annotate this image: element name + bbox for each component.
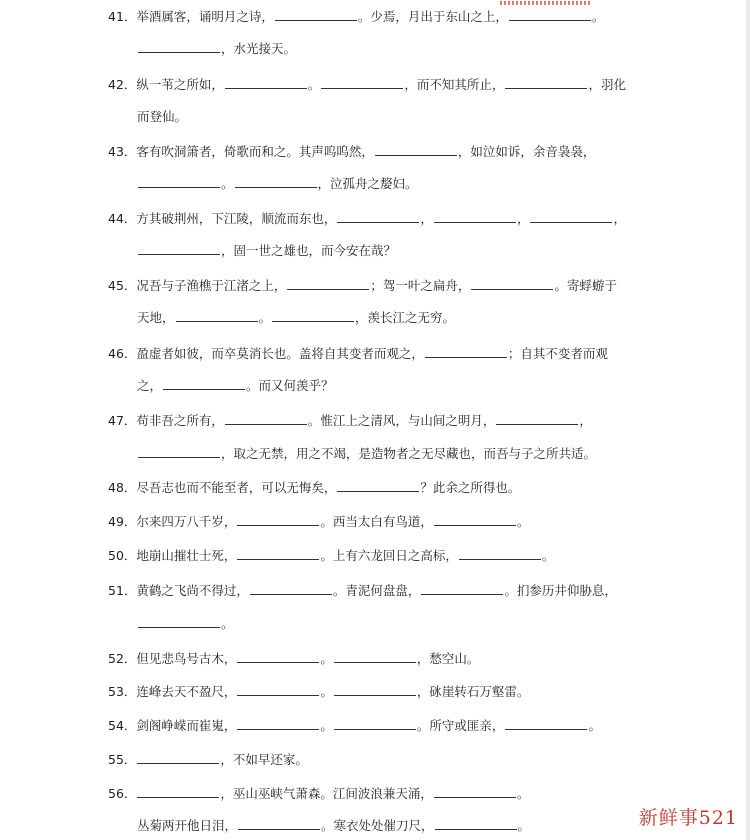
question-text: 。 [320, 651, 333, 666]
question-text: 55． [108, 752, 137, 767]
question-text: 46．盈虚者如彼，而卒莫消长也。盖将自其变者而观之， [108, 346, 424, 361]
question-line [137, 173, 418, 195]
answer-blank[interactable] [471, 276, 553, 290]
question-text: 53．连峰去天不盈尺， [108, 684, 237, 699]
question-text: ，巫山巫峡气萧森。江间波浪兼天涌， [220, 786, 433, 801]
watermark: 新鲜事521 [638, 807, 738, 829]
question-text: 56． [108, 786, 137, 801]
spellcheck-underline [500, 1, 590, 5]
question-line [108, 511, 529, 533]
answer-blank[interactable] [137, 784, 219, 798]
question-line [137, 375, 334, 397]
question-text: ，不如早还家。 [220, 752, 308, 767]
question-text: ，愁空山。 [416, 651, 480, 666]
question-line [108, 648, 479, 670]
question-line [108, 749, 308, 771]
question-text: 50．地崩山摧壮士死， [108, 548, 237, 563]
answer-blank[interactable] [375, 142, 457, 156]
answer-blank[interactable] [237, 512, 319, 526]
answer-blank[interactable] [505, 716, 587, 730]
question-text: ， [420, 211, 433, 226]
answer-blank[interactable] [496, 411, 578, 425]
question-text: ，而不知其所止， [404, 77, 505, 92]
question-text: 丛菊两开他日泪， [137, 818, 238, 833]
question-text: 。 [517, 818, 531, 833]
question-text: ；自其不变者而观 [507, 346, 608, 361]
question-line [108, 477, 520, 499]
question-text: 。寒衣处处催刀尺， [321, 818, 434, 833]
question-text: 43．客有吹洞箫者，倚歌而和之。其声呜呜然， [108, 144, 374, 159]
question-text: 54．剑阁峥嵘而崔嵬， [108, 718, 237, 733]
answer-blank[interactable] [334, 682, 416, 696]
question-text: 。上有六龙回日之高标， [320, 548, 458, 563]
question-line [108, 715, 601, 737]
answer-blank[interactable] [225, 75, 307, 89]
question-text: 48．尽吾志也而不能至者，可以无悔矣， [108, 480, 337, 495]
question-text: ，砯崖转石万壑雷。 [416, 684, 530, 699]
question-text: 41．举酒属客，诵明月之诗， [108, 9, 274, 24]
question-text: 。扪参历井仰胁息， [504, 583, 617, 598]
question-line [108, 343, 608, 365]
question-text: 。西当太白有鸟道， [320, 514, 433, 529]
question-line [108, 74, 626, 96]
answer-blank[interactable] [434, 784, 516, 798]
answer-blank[interactable] [509, 7, 591, 21]
question-line [137, 613, 234, 635]
question-text: 。 [258, 310, 272, 325]
question-text: ，取之无禁，用之不竭，是造物者之无尽藏也，而吾与子之所共适。 [221, 446, 597, 461]
question-line [108, 141, 595, 163]
question-line [137, 815, 530, 837]
answer-blank[interactable] [434, 512, 516, 526]
question-line [108, 681, 529, 703]
question-text: 。 [516, 786, 530, 801]
question-text: 。 [320, 684, 333, 699]
question-line [108, 208, 626, 230]
answer-blank[interactable] [434, 209, 516, 223]
question-text: ，固一世之雄也，而今安在哉？ [221, 243, 397, 258]
question-text: 。青泥何盘盘， [332, 583, 421, 598]
answer-blank[interactable] [334, 649, 416, 663]
answer-blank[interactable] [337, 478, 419, 492]
question-text: 。 [221, 176, 234, 191]
question-line [137, 106, 187, 128]
question-text: 。而又何羡乎？ [246, 378, 334, 393]
answer-blank[interactable] [163, 376, 245, 390]
question-text: 。惟江上之清风，与山间之明月， [307, 413, 496, 428]
answer-blank[interactable] [237, 682, 319, 696]
question-line [108, 6, 604, 28]
question-text: 。 [221, 616, 234, 631]
answer-blank[interactable] [137, 750, 219, 764]
question-text: ，羡长江之无穷。 [355, 310, 456, 325]
answer-blank[interactable] [138, 39, 220, 53]
answer-blank[interactable] [530, 209, 612, 223]
question-text: 42．纵一苇之所如， [108, 77, 224, 92]
question-line [108, 410, 592, 432]
question-text: ，泣孤舟之嫠妇。 [317, 176, 418, 191]
question-line [137, 307, 455, 329]
question-text: 。 [516, 514, 530, 529]
answer-blank[interactable] [435, 816, 517, 830]
question-text: ；驾一叶之扁舟， [370, 278, 471, 293]
answer-blank[interactable] [138, 444, 220, 458]
answer-blank[interactable] [250, 581, 332, 595]
answer-blank[interactable] [237, 649, 319, 663]
question-line [108, 783, 529, 805]
question-text: 44．方其破荆州，下江陵，顺流而东也， [108, 211, 337, 226]
question-text: 之， [137, 378, 163, 393]
answer-blank[interactable] [138, 614, 220, 628]
question-text: 51．黄鹤之飞尚不得过， [108, 583, 249, 598]
answer-blank[interactable] [238, 816, 320, 830]
question-text: 而登仙。 [137, 109, 188, 124]
question-text: ， [516, 211, 530, 226]
answer-blank[interactable] [505, 75, 587, 89]
question-text: 。 [307, 77, 321, 92]
question-text: 45．况吾与子渔樵于江渚之上， [108, 278, 287, 293]
answer-blank[interactable] [334, 716, 416, 730]
question-text: 。 [541, 548, 555, 563]
answer-blank[interactable] [176, 308, 258, 322]
question-text: ？此余之所得也。 [420, 480, 521, 495]
answer-blank[interactable] [138, 174, 220, 188]
answer-blank[interactable] [237, 716, 319, 730]
question-line [137, 38, 296, 60]
answer-blank[interactable] [421, 581, 503, 595]
scrollbar-track[interactable] [746, 0, 750, 840]
answer-blank[interactable] [225, 411, 307, 425]
answer-blank[interactable] [425, 344, 507, 358]
question-text: ，水光接天。 [221, 41, 297, 56]
question-text: 。 [588, 718, 601, 733]
question-text: ， [613, 211, 626, 226]
question-line [108, 545, 554, 567]
question-text: 。少焉，月出于东山之上， [357, 9, 508, 24]
answer-blank[interactable] [275, 7, 357, 21]
answer-blank[interactable] [237, 546, 319, 560]
question-line [108, 275, 617, 297]
question-text: 。所守或匪亲， [416, 718, 505, 733]
question-text: 。 [591, 9, 605, 24]
question-text: 52．但见悲鸟号古木， [108, 651, 237, 666]
answer-blank[interactable] [321, 75, 403, 89]
question-text: 47．苟非吾之所有， [108, 413, 224, 428]
question-text: 。寄蜉蝣于 [554, 278, 617, 293]
answer-blank[interactable] [235, 174, 317, 188]
question-line [108, 580, 617, 602]
question-line [137, 240, 396, 262]
answer-blank[interactable] [138, 241, 220, 255]
question-text: 天地， [137, 310, 175, 325]
question-text: 49．尔来四万八千岁， [108, 514, 237, 529]
answer-blank[interactable] [287, 276, 369, 290]
question-text: ， [579, 413, 592, 428]
question-text: 。 [320, 718, 333, 733]
answer-blank[interactable] [459, 546, 541, 560]
answer-blank[interactable] [337, 209, 419, 223]
question-text: ，如泣如诉，余音袅袅， [457, 144, 596, 159]
question-line [137, 443, 596, 465]
answer-blank[interactable] [272, 308, 354, 322]
question-text: ，羽化 [588, 77, 626, 92]
